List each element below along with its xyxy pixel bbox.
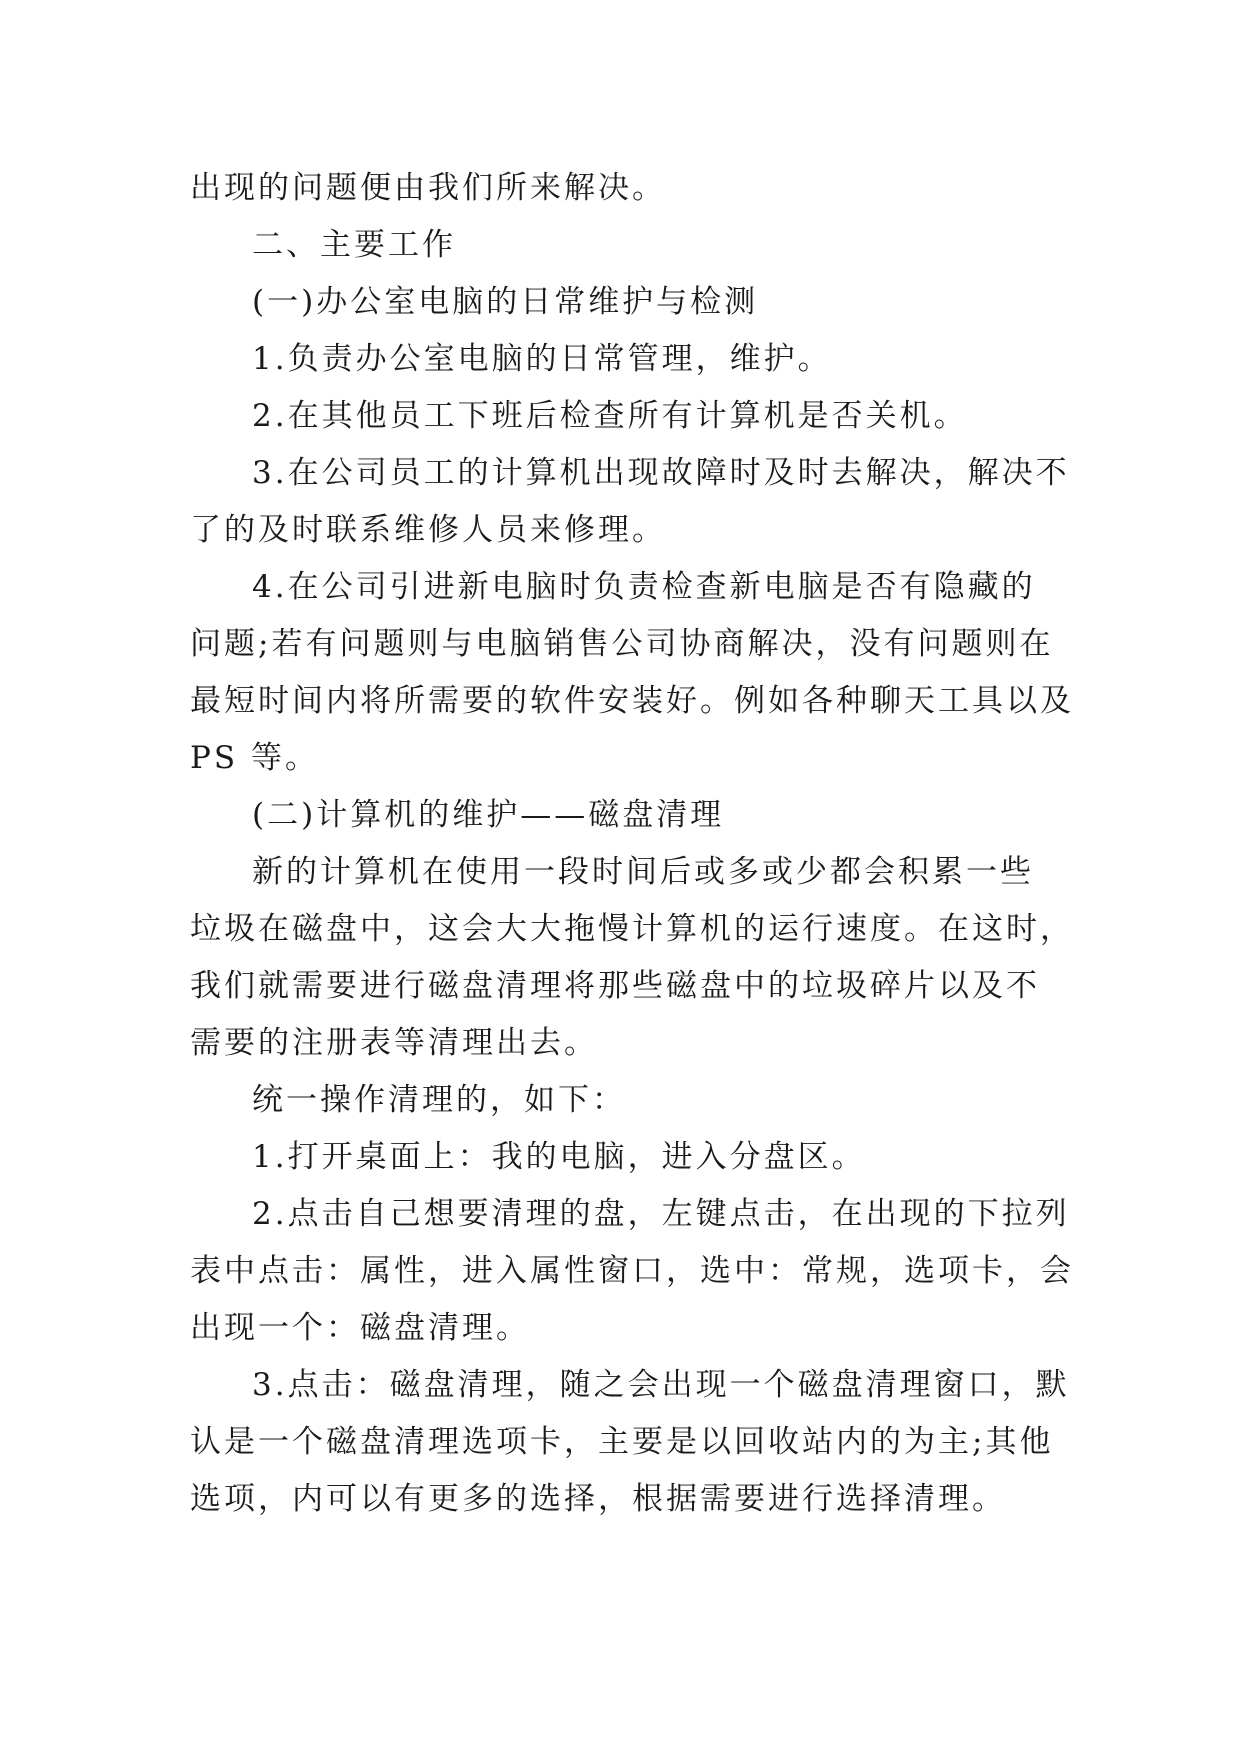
text-line: 我们就需要进行磁盘清理将那些磁盘中的垃圾碎片以及不 xyxy=(190,968,1040,1004)
text-line: 最短时间内将所需要的软件安装好。例如各种聊天工具以及 xyxy=(190,683,1074,719)
paragraph-line: 统一操作清理的，如下： xyxy=(252,1082,626,1118)
text-line: 问题;若有问题则与电脑销售公司协商解决，没有问题则在 xyxy=(190,626,1054,662)
text-line: 选项，内可以有更多的选择，根据需要进行选择清理。 xyxy=(190,1481,1006,1517)
text-line: 出现一个：磁盘清理。 xyxy=(190,1310,530,1346)
text-line: 表中点击：属性，进入属性窗口，选中：常规，选项卡，会 xyxy=(190,1253,1074,1289)
subsection-heading: (一)办公室电脑的日常维护与检测 xyxy=(252,284,759,320)
text-line: 需要的注册表等清理出去。 xyxy=(190,1025,598,1061)
text-line: 垃圾在磁盘中，这会大大拖慢计算机的运行速度。在这时， xyxy=(190,911,1074,947)
list-item: 4.在公司引进新电脑时负责检查新电脑是否有隐藏的 xyxy=(252,569,1036,605)
list-item: 2.在其他员工下班后检查所有计算机是否关机。 xyxy=(252,398,968,434)
paragraph-line: 新的计算机在使用一段时间后或多或少都会积累一些 xyxy=(252,854,1034,890)
text-line: 出现的问题便由我们所来解决。 xyxy=(190,170,666,206)
text-line: 了的及时联系维修人员来修理。 xyxy=(190,512,666,548)
list-item: 2.点击自己想要清理的盘，左键点击，在出现的下拉列 xyxy=(252,1196,1070,1232)
list-item: 1.负责办公室电脑的日常管理，维护。 xyxy=(252,341,832,377)
list-item: 3.在公司员工的计算机出现故障时及时去解决，解决不 xyxy=(252,455,1070,491)
text-line: 认是一个磁盘清理选项卡，主要是以回收站内的为主;其他 xyxy=(190,1424,1054,1460)
list-item: 1.打开桌面上：我的电脑，进入分盘区。 xyxy=(252,1139,866,1175)
text-line: PS 等。 xyxy=(190,740,319,776)
subsection-heading: (二)计算机的维护——磁盘清理 xyxy=(252,797,725,833)
section-heading: 二、主要工作 xyxy=(252,227,456,263)
list-item: 3.点击：磁盘清理，随之会出现一个磁盘清理窗口，默 xyxy=(252,1367,1070,1403)
